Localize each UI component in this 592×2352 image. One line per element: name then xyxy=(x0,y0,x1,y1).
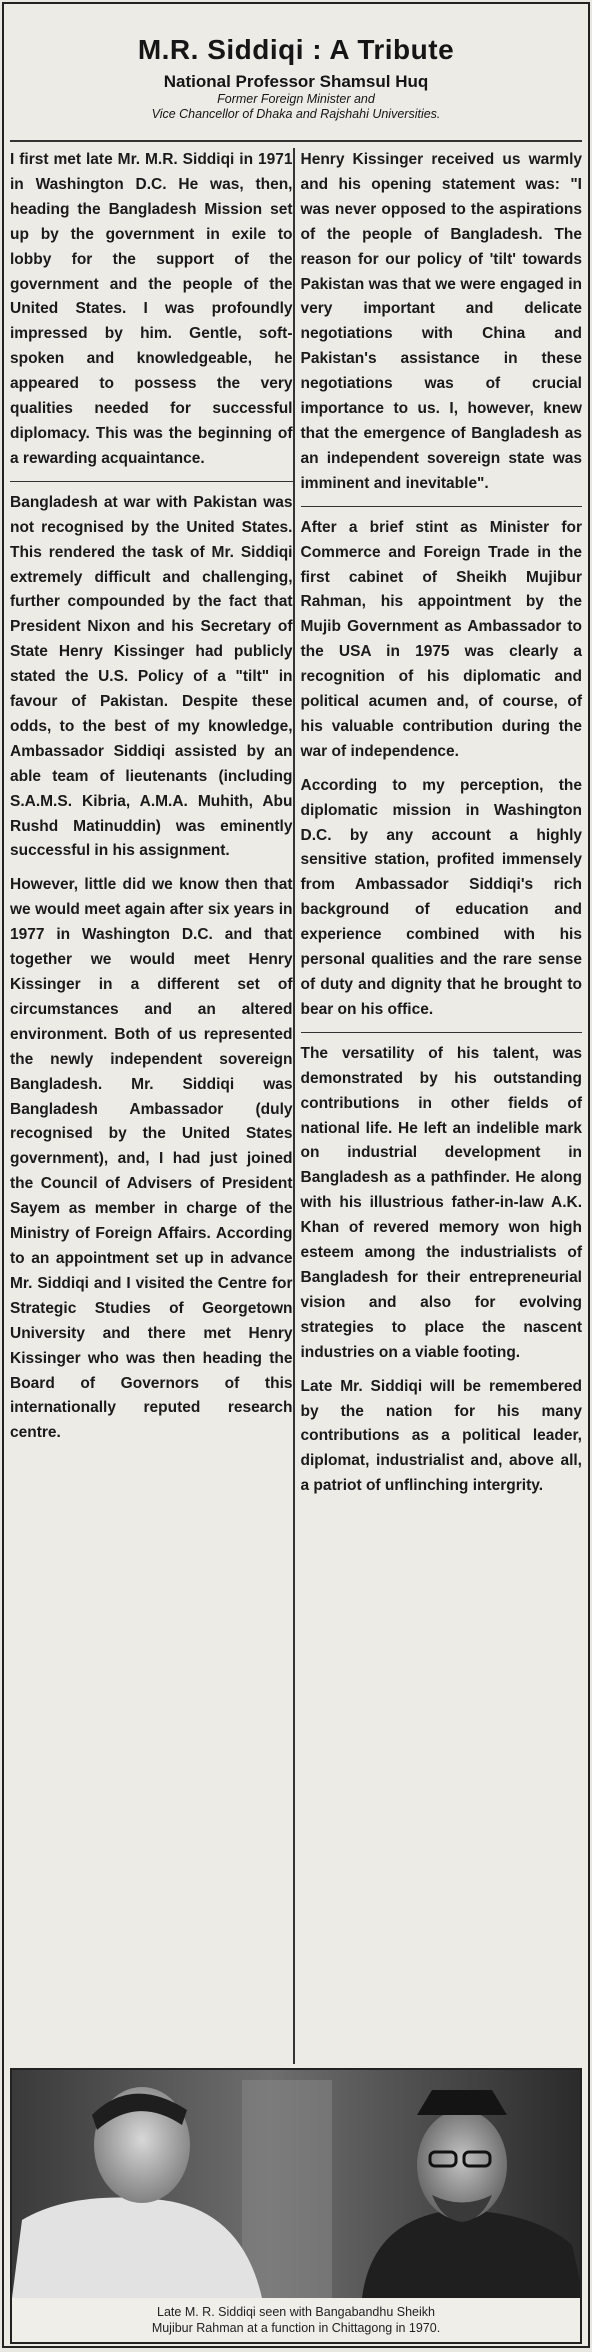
paragraph: Henry Kissinger received us warmly and his opening statement was: "I was never opposed to the aspirations of the people of Bangladesh. The reason for our policy of 'tilt' towards Pakistan was that we were engaged in very important and delicate negotiations with China and Pakistan's assistance in these negotiations was of crucial importance to us. I, however, knew that the emergence of Bangladesh as an independent sovereign state was imminent and inevitable". xyxy=(300,151,582,492)
author-role-line-2: Vice Chancellor of Dhaka and Rajshahi Universities. xyxy=(151,107,441,121)
left-column xyxy=(10,148,293,2064)
news-photo xyxy=(10,2068,582,2344)
photo-caption xyxy=(12,2298,580,2342)
paragraph: I first met late Mr. M.R. Siddiqi in 1971 in Washington D.C. He was, then, heading the Bangladesh Mission set up by the government in exile to lobby for the support of the government and the people of the United States. I was profoundly impressed by him. Gentle, soft-spoken and knowledgeable, he appeared to possess the very qualities needed for successful diplomacy. This was the beginning of a rewarding acquaintance. xyxy=(10,151,293,467)
paragraph-divider xyxy=(301,506,583,507)
caption-line-2: Mujibur Rahman at a function in Chittagong in 1970. xyxy=(151,2321,441,2335)
author-role-line-1: Former Foreign Minister and xyxy=(217,92,375,106)
paragraph: Late Mr. Siddiqi will be remembered by the nation for his many contributions as a political leader, diplomat, industrialist and, above all, a patriot of unflinching intergrity. xyxy=(300,1377,582,1495)
header-divider xyxy=(10,140,582,142)
author-name: National Professor Shamsul Huq xyxy=(163,72,429,91)
caption-line-1: Late M. R. Siddiqi seen with Bangabandhu Sheikh xyxy=(157,2305,435,2319)
article-header xyxy=(4,4,588,122)
paragraph: According to my perception, the diplomatic mission in Washington D.C. by any account a highly sensitive station, profited immensely from Ambassador Siddiqi's rich background of education and experience combined with his personal qualities and the rare sense of duty and dignity that he brought to bear on his office. xyxy=(300,776,582,1018)
article-body xyxy=(10,148,582,2064)
paragraph: Bangladesh at war with Pakistan was not recognised by the United States. This rendered the task of Mr. Siddiqi extremely difficult and challenging, further compounded by the fact that President Nixon and his Secretary of State Henry Kissinger had publicly stated the U.S. Policy of a "tilt" in favour of Pakistan. Despite these odds, to the best of my knowledge, Ambassador Siddiqi assisted by an able team of lieutenants (including S.A.M.S. Kibria, A.M.A. Muhith, Abu Rushd Matinuddin) was eminently successful in his assignment. xyxy=(10,493,293,860)
photo-image xyxy=(12,2070,582,2298)
paragraph: The versatility of his talent, was demonstrated by his outstanding contributions in other fields of national life. He left an indelible mark on industrial development in Bangladesh as a pathfinder. He along with his illustrious father-in-law A.K. Khan of revered memory won high esteem among the industrialists of Bangladesh for their entrepreneurial vision and also for evolving strategies to place the nascent industries on a viable footing. xyxy=(300,1044,582,1361)
article-title: M.R. Siddiqi : A Tribute xyxy=(137,34,455,65)
paragraph: After a brief stint as Minister for Commerce and Foreign Trade in the first cabinet of Sheikh Mujibur Rahman, his appointment by the Mujib Government as Ambassador to the USA in 1975 was clearly a recognition of his diplomatic and political acumen and, of course, of his valuable contribution during the war of independence. xyxy=(300,518,582,760)
right-column xyxy=(293,148,583,2064)
paragraph-divider xyxy=(10,481,293,482)
paragraph: However, little did we know then that we would meet again after six years in 1977 in Washington D.C. and that together we would meet Henry Kissinger in a different set of circumstances and an altered environment. Both of us represented the newly independent sovereign Bangladesh. Mr. Siddiqi was Bangladesh Ambassador (duly recognised by the United States government), and, I had just joined the Council of Advisers of President Sayem as member in charge of the Ministry of Foreign Affairs. According to an appointment set up in advance Mr. Siddiqi and I visited the Centre for Strategic Studies of Georgetown University and there met Henry Kissinger who was then heading the Board of Governors of this internationally reputed research centre. xyxy=(10,876,293,1442)
newspaper-clipping xyxy=(2,2,590,2348)
paragraph-divider xyxy=(301,1032,583,1033)
